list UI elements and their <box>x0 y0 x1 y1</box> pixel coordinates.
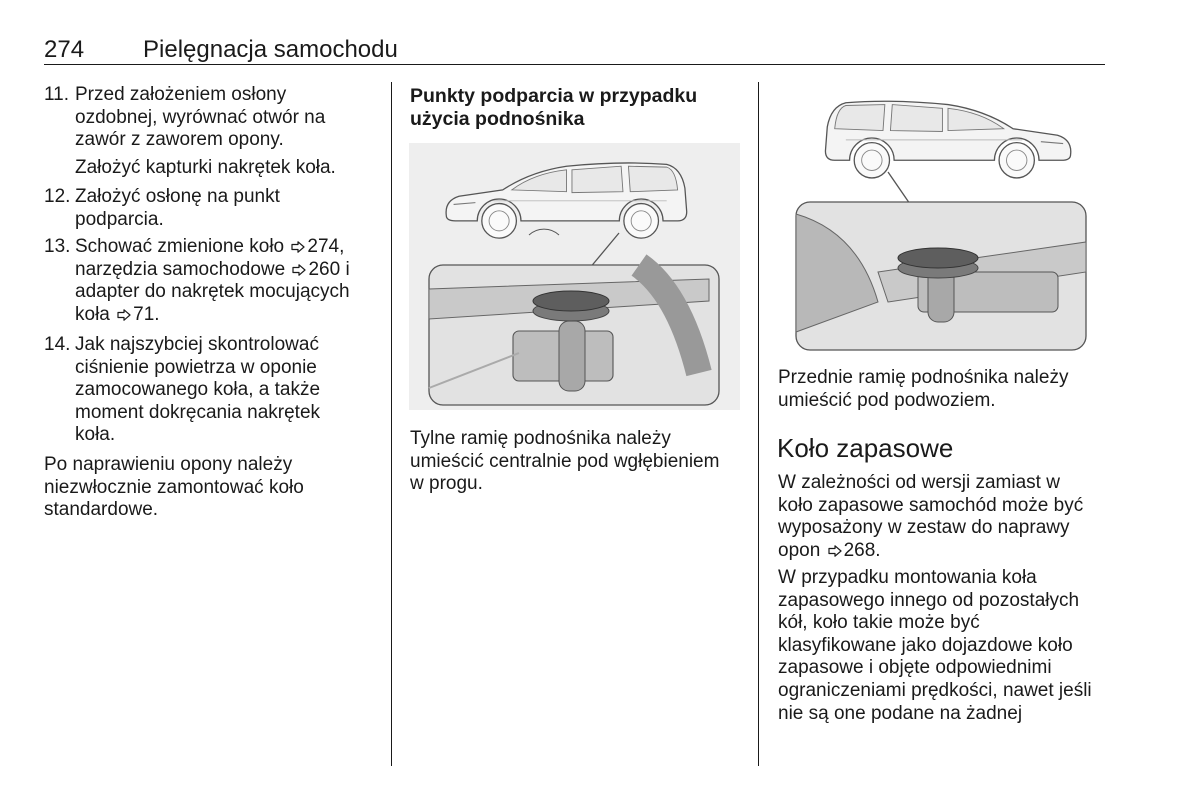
list-item-line: adapter do nakrętek mocujących <box>75 281 350 303</box>
paragraph-line: koło zapasowe samochód może być <box>778 494 1084 516</box>
list-item-line: ozdobnej, wyrównać otwór na <box>75 106 326 128</box>
list-item-line: narzędzia samochodowe <box>75 258 286 280</box>
paragraph-line: kół, koło takie może być <box>778 612 980 634</box>
paragraph-line: nie są one podane na żadnej <box>778 702 1023 724</box>
paragraph-line: Po naprawieniu opony należy <box>44 454 293 475</box>
column-divider-1 <box>391 82 392 766</box>
paragraph-line: zapasowego innego od pozostałych <box>778 589 1080 611</box>
page-title: Pielęgnacja samochodu <box>143 36 398 63</box>
page-reference[interactable]: 71. <box>133 303 160 325</box>
list-item-line: koła <box>75 303 110 325</box>
header-rule <box>44 64 1105 65</box>
paragraph-line: standardowe. <box>44 499 159 521</box>
paragraph-line: opon <box>778 539 821 561</box>
subheading-line: Punkty podparcia w przypadku <box>410 85 698 107</box>
caption-line: umieścić centralnie pod wgłębieniem <box>410 450 720 472</box>
list-item-line: Jak najszybciej skontrolować <box>75 334 319 355</box>
list-item-line: ciśnienie powietrza w oponie <box>75 356 317 378</box>
car-rear-jack-point-illustration <box>409 143 740 410</box>
subheading-line: użycia podnośnika <box>410 108 585 130</box>
paragraph-line: klasyfikowane jako dojazdowe koło <box>778 634 1073 656</box>
paragraph-after-repair <box>44 454 384 522</box>
paragraph-line: ograniczeniami prędkości, nawet jeśli <box>778 679 1092 701</box>
paragraph-line: niezwłocznie zamontować koło <box>44 476 304 498</box>
car-front-jack-point-illustration <box>778 82 1106 352</box>
paragraph-line: zapasowe i objęte odpowiednimi <box>778 657 1052 679</box>
paragraph-spare-wheel-1 <box>778 472 1108 562</box>
page-reference-arrow-icon <box>291 241 305 253</box>
section-title-spare-wheel: Koło zapasowe <box>777 433 954 463</box>
list-item-line: Przed założeniem osłony <box>75 84 287 105</box>
page-reference[interactable]: 260 i <box>308 258 350 280</box>
list-item-number: 12. <box>44 186 71 207</box>
list-item-line: podparcia. <box>75 208 164 230</box>
paragraph-spare-wheel-2 <box>778 567 1108 725</box>
caption-line: Tylne ramię podnośnika należy <box>410 428 671 449</box>
paragraph-line: W przypadku montowania koła <box>778 567 1037 588</box>
column-divider-2 <box>758 82 759 766</box>
page-reference-arrow-icon <box>117 309 131 321</box>
caption-line: Przednie ramię podnośnika należy <box>778 367 1069 388</box>
figure-caption-rear <box>410 428 755 496</box>
list-item-line: koła. <box>75 424 116 446</box>
section-subheading <box>410 85 750 131</box>
list-item-number: 11. <box>44 84 70 105</box>
page-reference[interactable]: 268. <box>843 539 881 561</box>
list-item-line: Schować zmienione koło <box>75 236 285 257</box>
list-item-line: Założyć osłonę na punkt <box>75 186 280 207</box>
page-reference-arrow-icon <box>292 264 306 276</box>
list-item-line: zawór z zaworem opony. <box>75 129 284 151</box>
page-reference[interactable]: 274, <box>307 236 345 257</box>
caption-line: w progu. <box>410 473 483 495</box>
list-item-line: moment dokręcania nakrętek <box>75 401 321 423</box>
list-item-number: 13. <box>44 236 71 257</box>
list-item-note: Założyć kapturki nakrętek koła. <box>75 157 336 178</box>
caption-line: umieścić pod podwoziem. <box>778 389 996 411</box>
paragraph-line: wyposażony w zestaw do naprawy <box>778 517 1070 539</box>
paragraph-line: W zależności od wersji zamiast w <box>778 472 1060 493</box>
page-number: 274 <box>44 36 85 63</box>
figure-caption-front <box>778 367 1108 412</box>
list-item-number: 14. <box>44 334 71 355</box>
page-reference-arrow-icon <box>828 545 842 557</box>
list-item-line: zamocowanego koła, a także <box>75 379 321 401</box>
